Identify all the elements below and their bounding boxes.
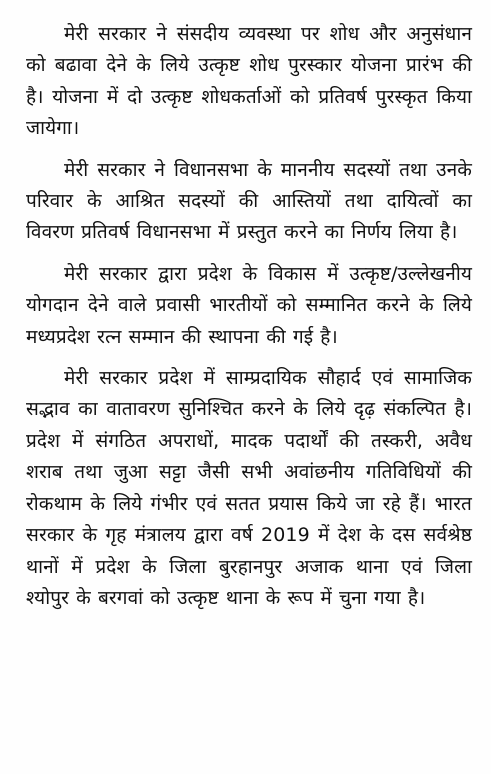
paragraph-law-and-order: मेरी सरकार प्रदेश में साम्प्रदायिक सौहार्द एवं सामाजिक सद्भाव का वातावरण सुनिश्चित करने के लिये दृढ़ संकल्पित है। प्रदेश में संगठित अपराधों, मादक पदार्थों की तस्करी, अवैध शराब तथा जुआ सट्टा जैसी सभी अवांछनीय गतिविधियों की रोकथाम के लिये गंभीर एवं सतत प्रयास किये जा रहे हैं। भारत सरकार के गृह मंत्रालय द्वारा वर्ष 2019 में देश के दस सर्वश्रेष्ठ थानों में प्रदेश के जिला बुरहानपुर अजाक थाना एवं जिला श्योपुर के बरगवां को उत्कृष्ट थाना के रूप में चुना गया है।	[26, 367, 472, 609]
paragraph-ratna-samman: मेरी सरकार द्वारा प्रदेश के विकास में उत्कृष्ट/उल्लेखनीय योगदान देने वाले प्रवासी भारतीयों को सम्मानित करने के लिये मध्यप्रदेश रत्न सम्मान की स्थापना की गई है।	[26, 262, 472, 348]
paragraph-assets-disclosure: मेरी सरकार ने विधानसभा के माननीय सदस्यों तथा उनके परिवार के आश्रित सदस्यों की आस्तियों तथा दायित्वों का विवरण प्रतिवर्ष विधानसभा में प्रस्तुत करने का निर्णय लिया है।	[26, 158, 472, 244]
paragraph-research-award: मेरी सरकार ने संसदीय व्यवस्था पर शोध और अनुसंधान को बढावा देने के लिये उत्कृष्ट शोध पुरस्कार योजना प्रारंभ की है। योजना में दो उत्कृष्ट शोधकर्ताओं को प्रतिवर्ष पुरस्कृत किया जायेगा।	[26, 23, 472, 140]
